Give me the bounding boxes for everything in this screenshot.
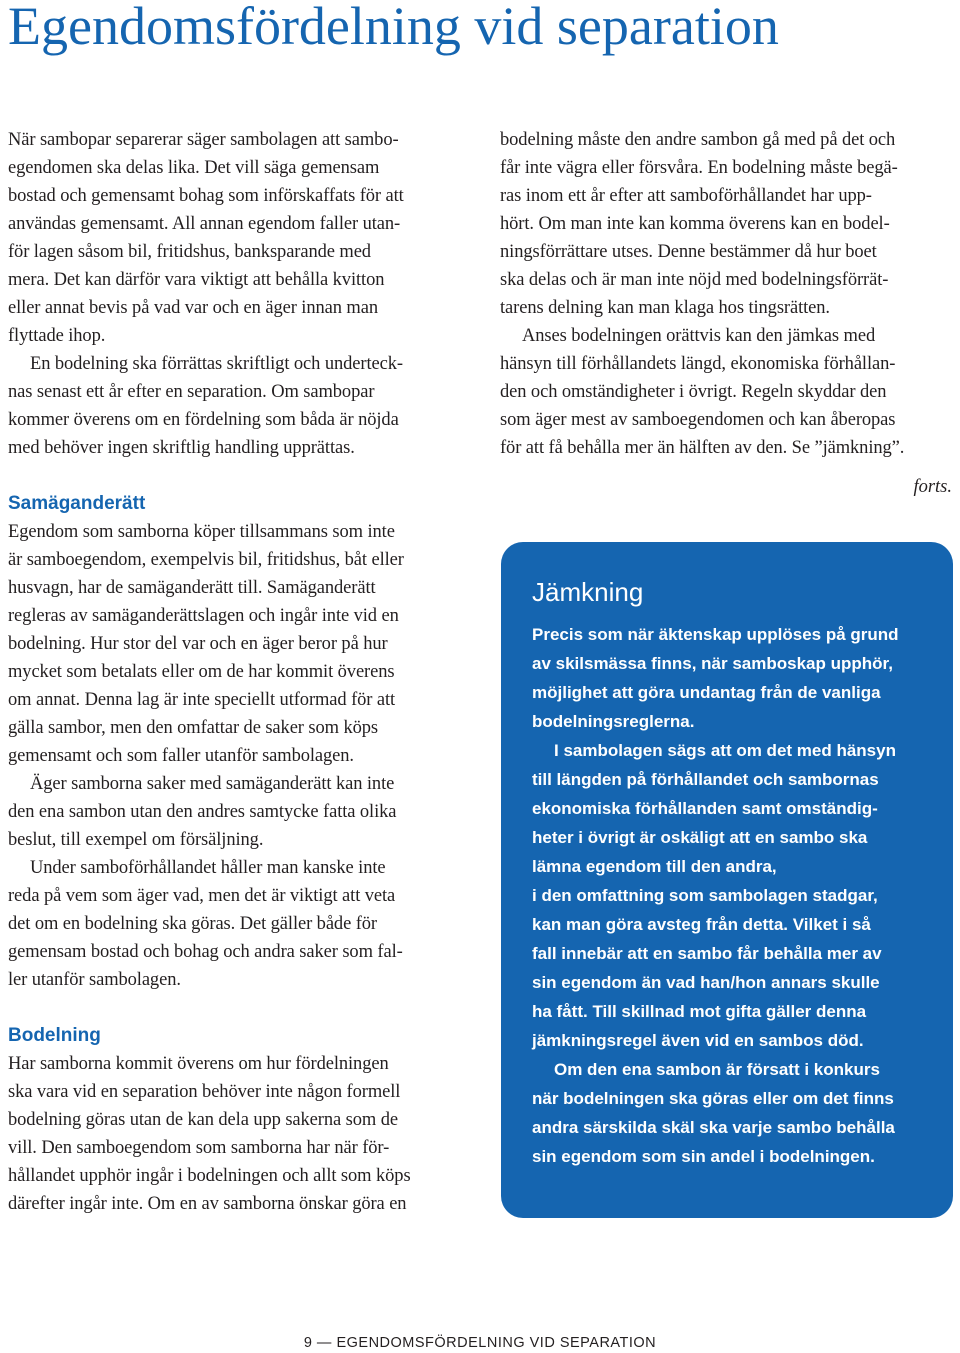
- left-column: [8, 126, 460, 1218]
- info-box-paragraph: Om den ena sambon är försatt i konkurs när bodelningen ska göras eller om det finns andra särskilda skäl ska varje sambo behålla sin egendom som sin andel i bodelningen.: [532, 1060, 895, 1166]
- paragraph: En bodelning ska förrättas skriftligt och underteck- nas senast ett år efter en separation. Om sambopar kommer överens om en fördelning som båda är nöjda med behöver ingen skriftlig handling upprättas.: [8, 354, 403, 458]
- paragraph: Under samboförhållandet håller man kanske inte reda på vem som äger vad, men det är viktigt att veta det om en bodelning ska göras. Det gäller både för gemensam bostad och bohag och andra saker som fal- ler utanför sambolagen.: [8, 858, 403, 990]
- info-box-paragraph: I sambolagen sägs att om det med hänsyn till längden på förhållandet och sambornas ekonomiska förhållanden samt omständig- heter i övrigt är oskäligt att en sambo ska lämna egendom till den andra, i den omfattning som sambolagen stadgar, kan man göra avsteg från detta. Vilket i så fall innebär att en sambo får behålla mer av sin egendom än vad han/hon annars skulle ha fått. Till skillnad mot gifta gäller denna jämkningsregel även vid en sambos död.: [532, 741, 896, 1050]
- paragraph: Anses bodelningen orättvis kan den jämkas med hänsyn till förhållandets längd, ekonomiska förhållan- den och omständigheter i övrigt. Regeln skyddar den som äger mest av samboegendomen och kan åberopas för att få behålla mer än hälften av den. Se ”jämkning”.: [500, 326, 905, 458]
- paragraph: Egendom som samborna köper tillsammans som inte är samboegendom, exempelvis bil, fritidshus, båt eller husvagn, har de samäganderätt till. Samäganderätt regleras av samäganderättslagen och ingår inte vid en bodelning. Hur stor del var och en äger beror på hur mycket som betalats eller om de har kommit överens om annat. Denna lag är inte speciellt utformad för att gälla sambor, men den omfattar de saker som köps gemensamt och som faller utanför sambolagen.: [8, 522, 404, 766]
- paragraph: När sambopar separerar säger sambolagen att sambo- egendomen ska delas lika. Det vill säga gemensam bostad och gemensamt bohag som införskaffats för att användas gemensamt. All annan egendom faller utan- för lagen såsom bil, fritidshus, banksparande med mera. Det kan därför vara viktigt att behålla kvitton eller annat bevis på vad var och en äger innan man flyttade ihop.: [8, 130, 404, 346]
- info-box-title: Jämkning: [532, 577, 644, 607]
- continued-note: forts.: [913, 477, 952, 497]
- spacer: [8, 462, 460, 490]
- section-heading-samaganderatt: Samäganderätt: [8, 493, 146, 514]
- paragraph: Har samborna kommit överens om hur fördelningen ska vara vid en separation behöver inte någon formell bodelning göras utan de kan dela upp sakerna som de vill. Den samboegendom som samborna har när för- hållandet upphör ingår i bodelningen och allt som köps därefter ingår inte. Om en av samborna önskar göra en: [8, 1054, 411, 1214]
- info-box-paragraph: Precis som när äktenskap upplöses på grund av skilsmässa finns, när samboskap upphör, möjlighet att göra undantag från de vanliga bodelningsreglerna.: [532, 625, 899, 731]
- right-column: [500, 126, 952, 462]
- paragraph: bodelning måste den andre sambon gå med på det och får inte vägra eller försvåra. En bodelning måste begä- ras inom ett år efter att samboförhållandet har upp- hört. Om man inte kan komma överens kan en bodel- ningsförrättare utses. Denne bestämmer då hur boet ska delas och är man inte nöjd med bodelningsförrät- tarens delning kan man klaga hos tingsrätten.: [500, 130, 898, 318]
- page-title: Egendomsfördelning vid separation: [8, 0, 779, 56]
- spacer: [8, 994, 460, 1022]
- page-footer: 9 — EGENDOMSFÖRDELNING VID SEPARATION: [303, 1335, 657, 1351]
- jamkning-info-box: [501, 542, 953, 1218]
- paragraph: Äger samborna saker med samäganderätt kan inte den ena sambon utan den andres samtycke fatta olika beslut, till exempel om försäljning.: [8, 774, 397, 850]
- section-heading-bodelning: Bodelning: [8, 1025, 101, 1046]
